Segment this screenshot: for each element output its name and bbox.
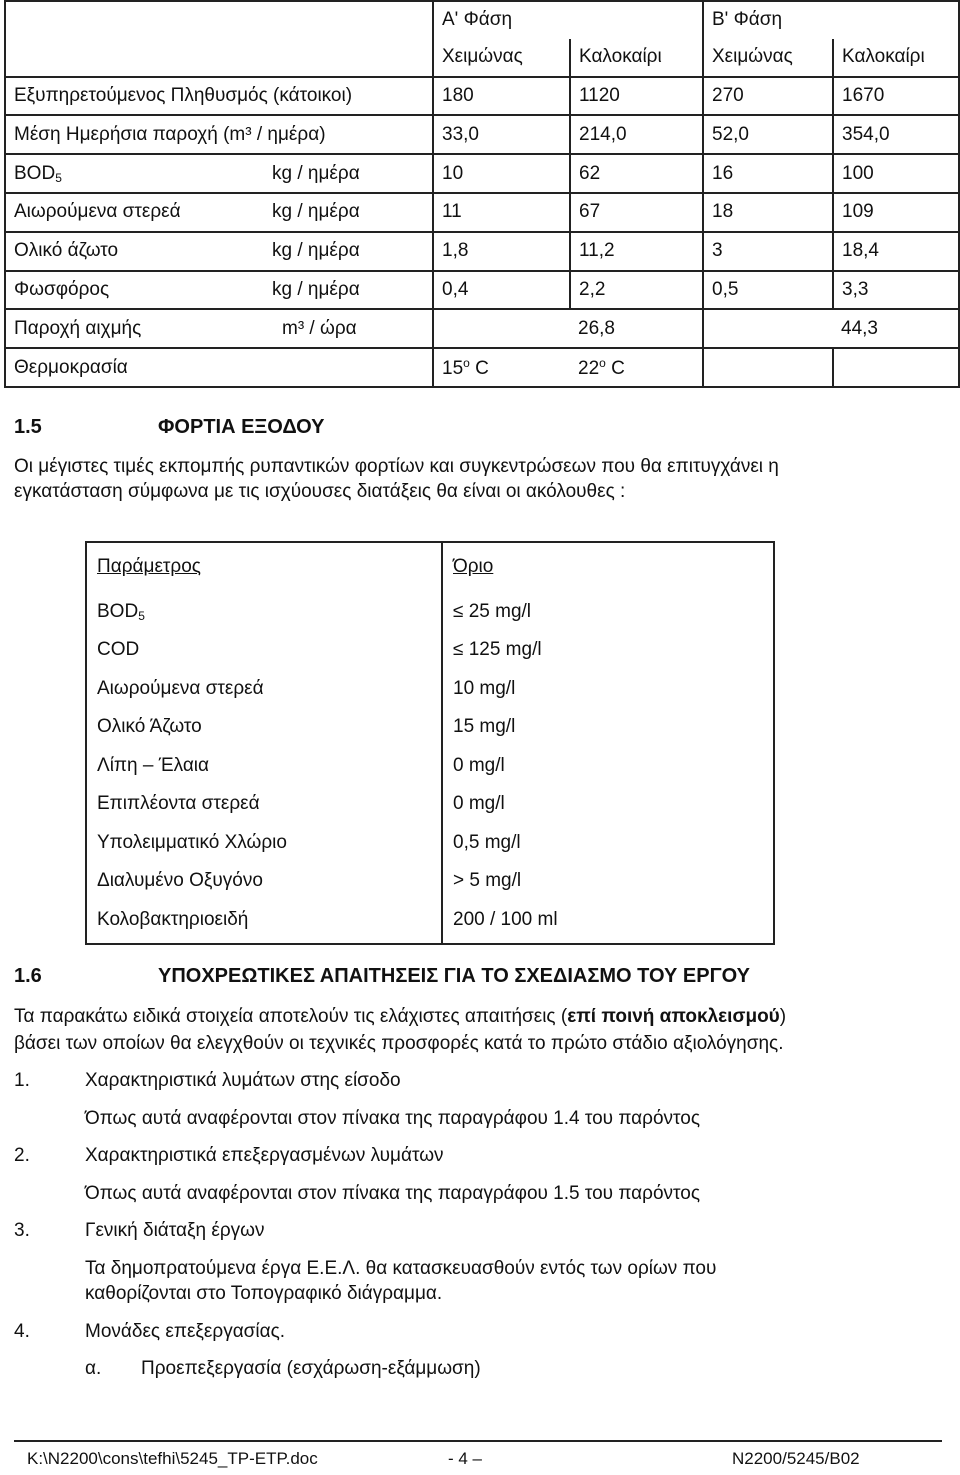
phase-b-header: Β' Φάση xyxy=(703,1,833,39)
section-number: 1.6 xyxy=(14,965,42,987)
header-parameter: Παράμετρος xyxy=(97,556,201,577)
paragraph: Οι μέγιστες τιμές εκπομπής ρυπαντικών φορτίων και συγκεντρώσεων που θα επιτυγχάνει η xyxy=(14,456,779,477)
footer-code: N2200/5245/B02 xyxy=(732,1449,860,1468)
list-item-number: 2. xyxy=(14,1145,30,1166)
list-item-number: 4. xyxy=(14,1321,30,1342)
sub-item-number: α. xyxy=(85,1358,102,1379)
paragraph: Τα παρακάτω ειδικά στοιχεία αποτελούν τις ελάχιστες απαιτήσεις (επί ποινή αποκλεισμού) xyxy=(14,1006,787,1027)
list-item-title: Χαρακτηριστικά λυμάτων στης είσοδο xyxy=(85,1070,401,1091)
list-item-number: 1. xyxy=(14,1070,30,1091)
footer-page-number: - 4 – xyxy=(448,1449,483,1468)
section-title: ΥΠΟΧΡΕΩΤΙΚΕΣ ΑΠΑΙΤΗΣΕΙΣ ΓΙΑ ΤΟ ΣΧΕΔΙΑΣΜΟ ΤΟΥ ΕΡΓΟΥ xyxy=(158,965,750,987)
season-header: Καλοκαίρι xyxy=(833,39,959,77)
paragraph: εγκατάσταση σύμφωνα με τις ισχύουσες διατάξεις θα είναι οι ακόλουθες : xyxy=(14,481,626,502)
table-row: Λίπη – Έλαια 0 mg/l xyxy=(97,755,505,776)
table-row: Επιπλέοντα στερεά 0 mg/l xyxy=(97,793,505,814)
table-row: Διαλυμένο Οξυγόνο > 5 mg/l xyxy=(97,870,522,891)
section-title: ΦΟΡΤΙΑ ΕΞΟΔΟΥ xyxy=(158,416,325,438)
list-item-desc: Όπως αυτά αναφέρονται στον πίνακα της παραγράφου 1.4 του παρόντος xyxy=(85,1108,701,1129)
row-label: Εξυπηρετούμενος Πληθυσμός (κάτοικοι) xyxy=(5,77,433,116)
table-row: Μέση Ημερήσια παροχή (m³ / ημέρα) 33,0 214,0 52,0 354,0 xyxy=(5,115,959,154)
footer-path: K:\N2200\cons\tefhi\5245_TP-ETP.doc xyxy=(27,1449,318,1468)
row-label: Θερμοκρασία xyxy=(5,348,433,387)
table-header-row xyxy=(87,556,773,586)
list-item-title: Χαρακτηριστικά επεξεργασμένων λυμάτων xyxy=(85,1145,444,1166)
row-label: Παροχή αιχμής m³ / ώρα xyxy=(5,309,433,348)
list-item-title: Γενική διάταξη έργων xyxy=(85,1220,265,1241)
row-label: Ολικό άζωτο kg / ημέρα xyxy=(5,232,433,271)
season-header: Καλοκαίρι xyxy=(570,39,703,77)
table-row: Ολικό άζωτο kg / ημέρα 1,8 11,2 3 18,4 xyxy=(5,232,959,271)
loads-table xyxy=(4,0,960,388)
list-item-desc: καθορίζονται στο Τοπογραφικό διάγραμμα. xyxy=(85,1283,443,1304)
table-row: Θερμοκρασία $15^o$ C $22^o$ C xyxy=(5,348,959,387)
table-row: Αιωρούμενα στερεά 10 mg/l xyxy=(97,678,516,699)
phase-a-header: Α' Φάση xyxy=(433,1,570,39)
table-row: COD ≤ 125 mg/l xyxy=(97,639,542,660)
footer-divider xyxy=(14,1440,942,1442)
table-row: Υπολειμματικό Χλώριο 0,5 mg/l xyxy=(97,832,521,853)
table-row: Κολοβακτηριοειδή 200 / 100 ml xyxy=(97,909,558,930)
list-item-desc: Όπως αυτά αναφέρονται στον πίνακα της παραγράφου 1.5 του παρόντος xyxy=(85,1183,701,1204)
list-item-desc: Τα δημοπρατούμενα έργα Ε.Ε.Λ. θα κατασκευασθούν εντός των ορίων που xyxy=(85,1258,717,1279)
table-row: Εξυπηρετούμενος Πληθυσμός (κάτοικοι) 180 1120 270 1670 xyxy=(5,77,959,116)
season-header: Χειμώνας xyxy=(433,39,570,77)
header-limit: Όριο xyxy=(453,556,494,577)
table-row: Παροχή αιχμής m³ / ώρα 26,8 44,3 xyxy=(5,309,959,348)
row-label: Φωσφόρος kg / ημέρα xyxy=(5,271,433,310)
row-label: Αιωρούμενα στερεά kg / ημέρα xyxy=(5,193,433,232)
row-label: $BOD_5$ kg / ημέρα xyxy=(5,154,433,193)
table-row: Φωσφόρος kg / ημέρα 0,4 2,2 0,5 3,3 xyxy=(5,271,959,310)
row-label: Μέση Ημερήσια παροχή (m³ / ημέρα) xyxy=(5,115,433,154)
section-number: 1.5 xyxy=(14,416,42,438)
limits-table xyxy=(85,541,775,945)
paragraph: βάσει των οποίων θα ελεγχθούν οι τεχνικές προσφορές κατά το πρώτο στάδιο αξιολόγησης. xyxy=(14,1033,784,1054)
list-item-title: Μονάδες επεξεργασίας. xyxy=(85,1321,286,1342)
sub-item-title: Προεπεξεργασία (εσχάρωση-εξάμμωση) xyxy=(141,1358,481,1379)
season-header: Χειμώνας xyxy=(703,39,833,77)
table-row: Αιωρούμενα στερεά kg / ημέρα 11 67 18 109 xyxy=(5,193,959,232)
corner-cell xyxy=(5,1,433,39)
table-row: $BOD_5$ ≤ 25 mg/l xyxy=(97,601,532,623)
list-item-number: 3. xyxy=(14,1220,30,1241)
table-row: $BOD_5$ kg / ημέρα 10 62 16 100 xyxy=(5,154,959,193)
table-row: Ολικό Άζωτο 15 mg/l xyxy=(97,716,516,737)
